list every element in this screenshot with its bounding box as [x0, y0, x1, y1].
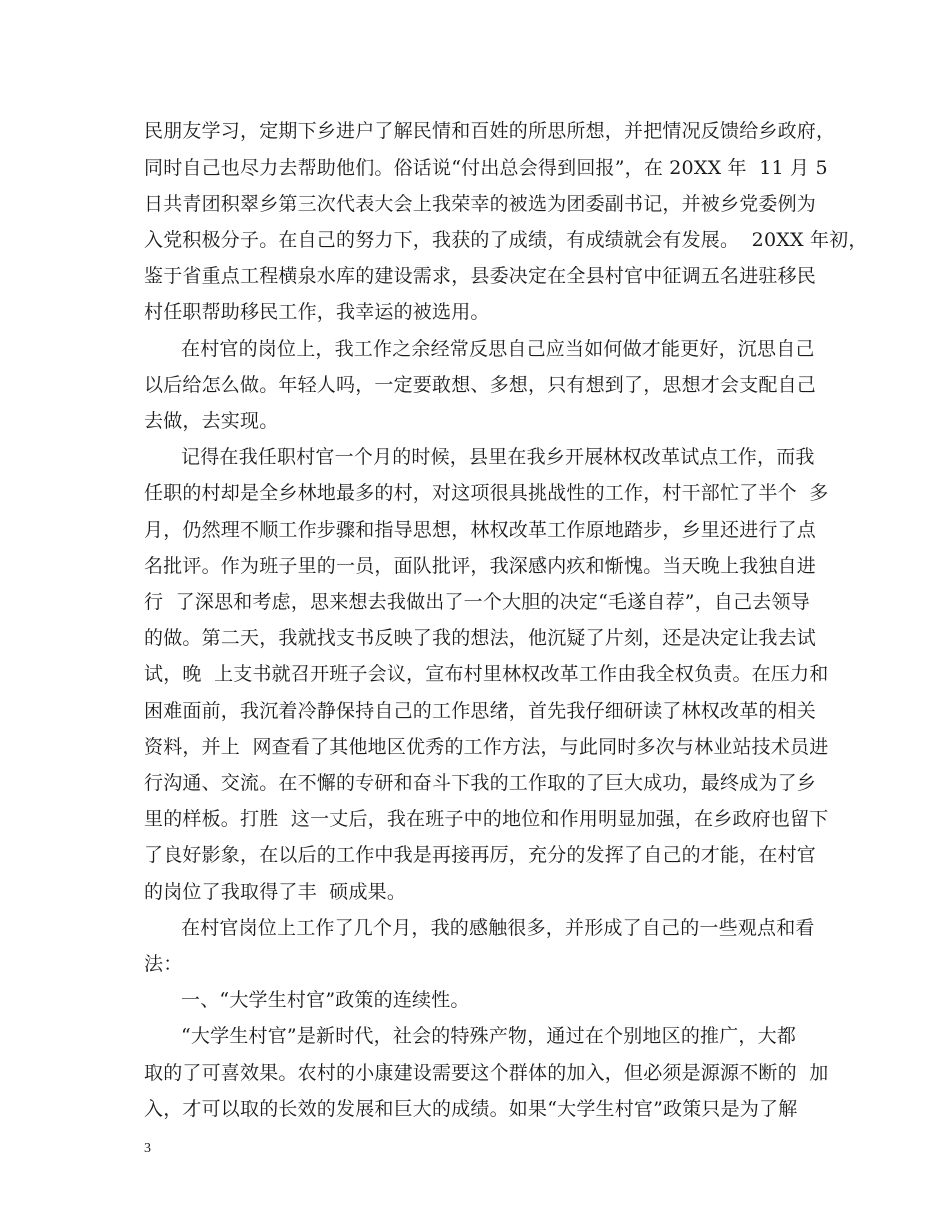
text-line: 以后给怎么做。年轻人吗，一定要敢想、多想，只有想到了，思想才会支配自己 — [144, 374, 817, 396]
text-line: 取的了可喜效果。农村的小康建设需要这个群体的加入，但必须是源源不断的 加 — [144, 1062, 829, 1084]
text-line: 去做，去实现。 — [144, 410, 279, 432]
text-line: 任职的村却是全乡林地最多的村，对这项很具挑战性的工作，村干部忙了半个 多 — [144, 482, 829, 504]
text-line: 行沟通、交流。在不懈的专研和奋斗下我的工作取的了巨大成功，最终成为了乡 — [144, 772, 817, 794]
text-line: 法： — [144, 953, 183, 975]
text-line: 困难面前，我沉着冷静保持自己的工作思绪，首先我仔细研读了林权改革的相关 — [144, 700, 817, 722]
text-line: 在村官岗位上工作了几个月，我的感触很多，并形成了自己的一些观点和看 — [181, 917, 815, 939]
text-line: 了良好影象，在以后的工作中我是再接再厉，充分的发挥了自己的才能，在村官 — [144, 844, 817, 866]
text-line: 记得在我任职村官一个月的时候，县里在我乡开展林权改革试点工作，而我 — [181, 446, 815, 468]
text-line: 资料，并上 网查看了其他地区优秀的工作方法，与此同时多次与林业站技术员进 — [144, 736, 829, 758]
text-line: 名批评。作为班子里的一员，面队批评，我深感内疚和惭愧。当天晚上我独自进 — [144, 555, 817, 577]
text-line: “大学生村官”是新时代，社会的特殊产物，通过在个别地区的推广，大都 — [181, 1025, 797, 1047]
text-line: 试，晚 上支书就召开班子会议，宣布村里林权改革工作由我全权负责。在压力和 — [144, 663, 829, 685]
text-line: 行 了深思和考虑，思来想去我做出了一个大胆的决定“毛遂自荐”，自己去领导 — [144, 591, 810, 613]
text-line: 日共青团积翠乡第三次代表大会上我荣幸的被选为团委副书记，并被乡党委例为 — [144, 193, 817, 215]
page-number: 3 — [144, 1141, 151, 1156]
text-line: 同时自己也尽力去帮助他们。俗话说“付出总会得到回报”，在 20XX 年 11 月 5 — [144, 157, 828, 179]
text-line: 在村官的岗位上，我工作之余经常反思自己应当如何做才能更好，沉思自己 — [181, 338, 815, 360]
text-line: 入，才可以取的长效的发展和巨大的成绩。如果“大学生村官”政策只是为了解 — [144, 1098, 798, 1120]
text-line: 民朋友学习，定期下乡进户了解民情和百姓的所思所想，并把情况反馈给乡政府， — [144, 120, 836, 142]
text-line: 的做。第二天，我就找支书反映了我的想法，他沉疑了片刻，还是决定让我去试 — [144, 627, 817, 649]
text-line: 鉴于省重点工程横泉水库的建设需求，县委决定在全县村官中征调五名进驻移民 — [144, 265, 817, 287]
section-heading: 一、“大学生村官”政策的连续性。 — [181, 989, 470, 1011]
text-line: 的岗位了我取得了丰 硕成果。 — [144, 881, 407, 903]
text-line: 入党积极分子。在自己的努力下，我获的了成绩，有成绩就会有发展。 20XX 年初， — [144, 229, 868, 251]
text-line: 村任职帮助移民工作，我幸运的被选用。 — [144, 301, 490, 323]
text-line: 月，仍然理不顺工作步骤和指导思想，林权改革工作原地踏步，乡里还进行了点 — [144, 519, 817, 541]
text-line: 里的样板。打胜 这一丈后，我在班子中的地位和作用明显加强，在乡政府也留下 — [144, 808, 829, 830]
